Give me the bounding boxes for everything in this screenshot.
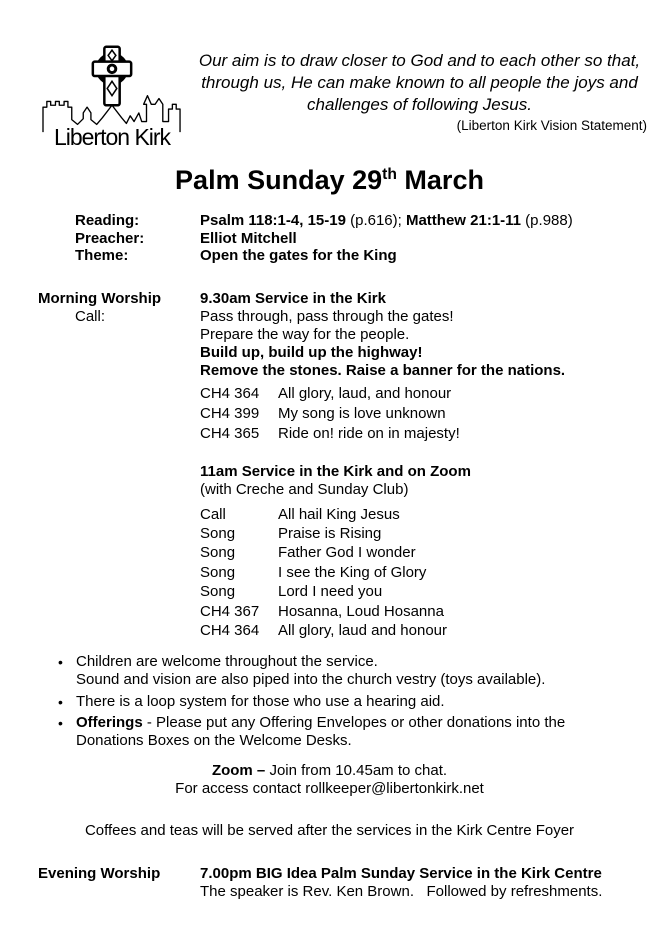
- notice-offerings: [58, 714, 624, 750]
- bullet-icon: •: [58, 654, 63, 671]
- theme-label: Theme:: [75, 247, 129, 264]
- item-title: I see the King of Glory: [278, 563, 427, 581]
- cross-center-hole: [110, 67, 115, 72]
- offerings-detail: - Please put any Offering Envelopes or other donations into the Donations Boxes on the Welcome Desks.: [76, 714, 566, 750]
- reading-label: Reading:: [75, 212, 140, 229]
- evening-worship-section: [0, 865, 659, 901]
- preacher-name: Elliot Mitchell: [200, 229, 297, 247]
- item-type: Song: [200, 563, 236, 581]
- service-930-hymn-list: [200, 384, 659, 444]
- hymn-title: My song is love unknown: [278, 404, 446, 422]
- reading-gospel-page: (p.988): [521, 212, 573, 229]
- hymn-title: All glory, laud, and honour: [278, 384, 452, 402]
- title-ordinal-suffix: th: [382, 166, 397, 183]
- item-type: Song: [200, 583, 236, 601]
- service-11am-heading: 11am Service in the Kirk and on Zoom: [200, 462, 471, 480]
- logo-wordmark: Liberton Kirk: [53, 124, 171, 150]
- morning-worship-label: Morning Worship: [38, 289, 162, 307]
- morning-call-row: [0, 308, 659, 380]
- coffee-note: Coffees and teas will be served after the services in the Kirk Centre Foyer: [84, 822, 575, 840]
- reading-psalm-page: (p.616);: [345, 212, 406, 229]
- item-title: All glory, laud and honour: [278, 621, 447, 639]
- reading-gospel: Matthew 21:1-11: [405, 212, 522, 229]
- notice-loop-system: [58, 693, 624, 711]
- notice-text: There is a loop system for those who use a hearing aid.: [76, 692, 445, 710]
- item-title: All hail King Jesus: [278, 505, 400, 523]
- page-title: [0, 165, 659, 196]
- reading-row: [0, 212, 659, 230]
- notice-children: [58, 653, 624, 689]
- zoom-word: Zoom –: [211, 762, 266, 780]
- item-type: Call: [200, 505, 226, 523]
- service-11am-block: [200, 463, 659, 641]
- call-line: Remove the stones. Raise a banner for the nations.: [200, 361, 566, 379]
- morning-heading-row: [0, 290, 659, 308]
- service-11am-subheading: (with Creche and Sunday Club): [200, 480, 409, 498]
- theme-value: Open the gates for the King: [200, 247, 397, 264]
- vision-statement: Our aim is to draw closer to God and to each other so that, through us, He can make known to all people the joys and challenges of following Jesus.: [198, 51, 641, 114]
- hymn-row: [200, 424, 659, 444]
- notice-line: Children are welcome throughout the service.: [76, 653, 378, 671]
- preacher-row: [0, 230, 659, 248]
- item-type: CH4 367: [200, 602, 260, 620]
- service-details: [0, 212, 659, 265]
- hymn-row: [200, 384, 659, 404]
- zoom-access-note: [0, 762, 659, 798]
- notice-line: Sound and vision are also piped into the church vestry (toys available).: [76, 671, 546, 689]
- title-prefix: Palm Sunday 29: [175, 165, 383, 195]
- hymn-title: Ride on! ride on in majesty!: [278, 424, 460, 442]
- header: [0, 0, 659, 151]
- call-line: Prepare the way for the people.: [200, 325, 410, 343]
- service-11am-item-list: [200, 505, 659, 641]
- zoom-join-text: Join from 10.45am to chat.: [265, 762, 448, 780]
- call-label: Call:: [75, 307, 106, 325]
- notices-list: [58, 653, 624, 750]
- call-lines: [200, 308, 659, 380]
- evening-heading: 7.00pm BIG Idea Palm Sunday Service in the Kirk Centre: [200, 865, 602, 883]
- notice-text: [76, 653, 624, 689]
- evening-detail: The speaker is Rev. Ken Brown. Followed by refreshments.: [200, 883, 603, 901]
- bullet-icon: •: [58, 715, 63, 732]
- celtic-cross-skyline-icon: [36, 42, 188, 134]
- reading-psalm: Psalm 118:1-4, 15-19: [200, 212, 346, 229]
- item-type: Song: [200, 524, 236, 542]
- item-title: Father God I wonder: [278, 544, 416, 562]
- worship-item-row: [200, 602, 659, 621]
- item-type: CH4 364: [200, 621, 260, 639]
- worship-item-row: [200, 621, 659, 640]
- hymn-number: CH4 399: [200, 404, 260, 422]
- liberton-kirk-logo: [36, 42, 188, 151]
- item-title: Lord I need you: [278, 583, 383, 601]
- notice-text: [76, 714, 624, 750]
- evening-worship-label: Evening Worship: [38, 865, 161, 883]
- reading-value: [200, 212, 573, 230]
- hymn-number: CH4 365: [200, 424, 260, 442]
- worship-item-row: [200, 582, 659, 601]
- zoom-join-line: [0, 762, 659, 780]
- item-type: Song: [200, 544, 236, 562]
- hymn-row: [200, 404, 659, 424]
- bullet-icon: •: [58, 693, 63, 710]
- theme-row: [0, 247, 659, 265]
- worship-item-row: [200, 563, 659, 582]
- worship-item-row: [200, 524, 659, 543]
- item-title: Hosanna, Loud Hosanna: [278, 602, 444, 620]
- hymn-number: CH4 364: [200, 384, 260, 402]
- vision-block: [188, 50, 651, 151]
- item-title: Praise is Rising: [278, 524, 382, 542]
- call-line: Pass through, pass through the gates!: [200, 307, 454, 325]
- vision-caption: (Liberton Kirk Vision Statement): [456, 118, 647, 133]
- worship-item-row: [200, 505, 659, 524]
- worship-item-row: [200, 543, 659, 562]
- title-suffix: March: [396, 165, 484, 195]
- zoom-contact-line: For access contact rollkeeper@libertonkirk.net: [175, 780, 484, 798]
- service-930-heading: 9.30am Service in the Kirk: [200, 289, 386, 307]
- morning-worship-section: [0, 290, 659, 641]
- preacher-label: Preacher:: [75, 229, 145, 247]
- offerings-word: Offerings: [76, 714, 143, 732]
- call-line: Build up, build up the highway!: [200, 343, 423, 361]
